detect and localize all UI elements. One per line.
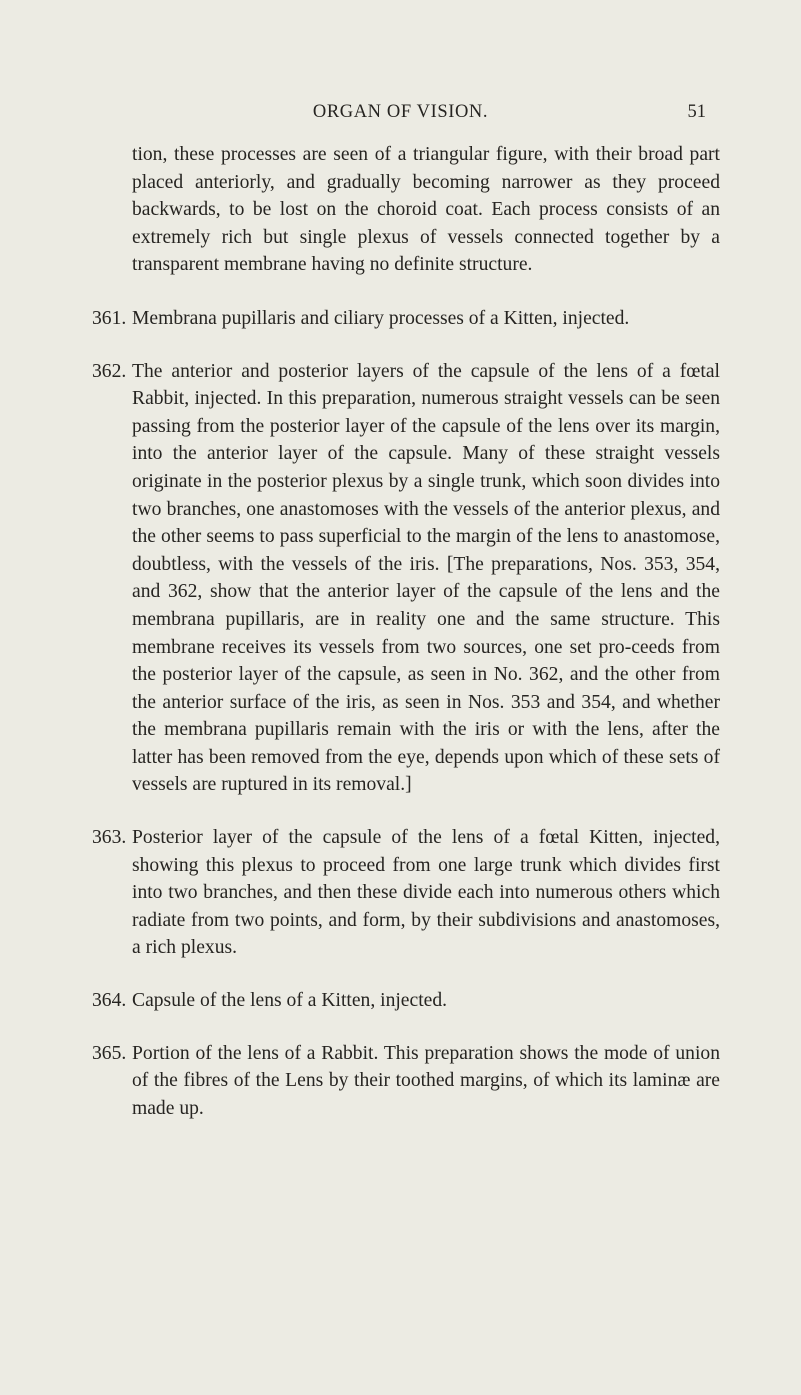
running-head-title: ORGAN OF VISION. (312, 102, 489, 122)
entry-text: Capsule of the lens of a Kitten, injected. (132, 990, 448, 1012)
entry-number: 361. (92, 307, 127, 329)
catalogue-entry-363 (92, 824, 720, 962)
entry-number: 365. (92, 1042, 127, 1064)
entry-text: The anterior and posterior layers of the capsule of the lens of a fœtal Rabbit, injected. In this preparation, numerous straight vessels can be seen passing from the posterior layer of the capsule of the lens over its margin, into the anterior layer of the capsule. Many of these straight vessels originate in the posterior plexus by a single trunk, which soon divides into two branches, one anastomoses with the vessels of the anterior plexus, and the other seems to pass superficial to the margin of the lens to anastomose, doubtless, with the vessels of the iris. [The preparations, Nos. 353, 354, and 362, show that the anterior layer of the capsule of the lens and the membrana pupillaris, are in reality one and the same structure. This membrane receives its vessels from two sources, one set pro-ceeds from the posterior layer of the capsule, as seen in No. 362, and the other from the anterior surface of the iris, as seen in Nos. 353 and 354, and whether the membrana pupillaris remain with the iris or with the lens, after the latter has been removed from the eye, depends upon which of these sets of vessels are ruptured in its removal.] (132, 360, 720, 796)
running-head (0, 102, 801, 126)
entry-number: 362. (92, 360, 127, 382)
entry-text: Membrana pupillaris and ciliary processes of a Kitten, injected. (132, 307, 630, 329)
entry-text: Posterior layer of the capsule of the lens of a fœtal Kitten, injected, showing this plexus to proceed from one large trunk which divides first into two branches, and then these divide each into numerous others which radiate from two points, and form, by their subdivisions and anastomoses, a rich plexus. (132, 827, 720, 959)
continued-paragraph: tion, these processes are seen of a triangular figure, with their broad part placed anteriorly, and gradually becoming narrower as they proceed backwards, to be lost on the choroid coat. Each process consists of an extremely rich but single plexus of vessels connected together by a transparent membrane having no definite structure. (132, 144, 720, 276)
catalogue-entry-361 (92, 305, 720, 333)
page-number: 51 (687, 102, 706, 122)
catalogue-entry-362 (92, 358, 720, 800)
entry-text: Portion of the lens of a Rabbit. This preparation shows the mode of union of the fibres of the Lens by their toothed margins, of which its laminæ are made up. (132, 1042, 720, 1119)
entry-number: 364. (92, 990, 127, 1012)
entry-number: 363. (92, 827, 127, 849)
catalogue-entry-365 (92, 1040, 720, 1123)
catalogue-entry-364 (92, 987, 720, 1015)
body-text (92, 141, 720, 1122)
